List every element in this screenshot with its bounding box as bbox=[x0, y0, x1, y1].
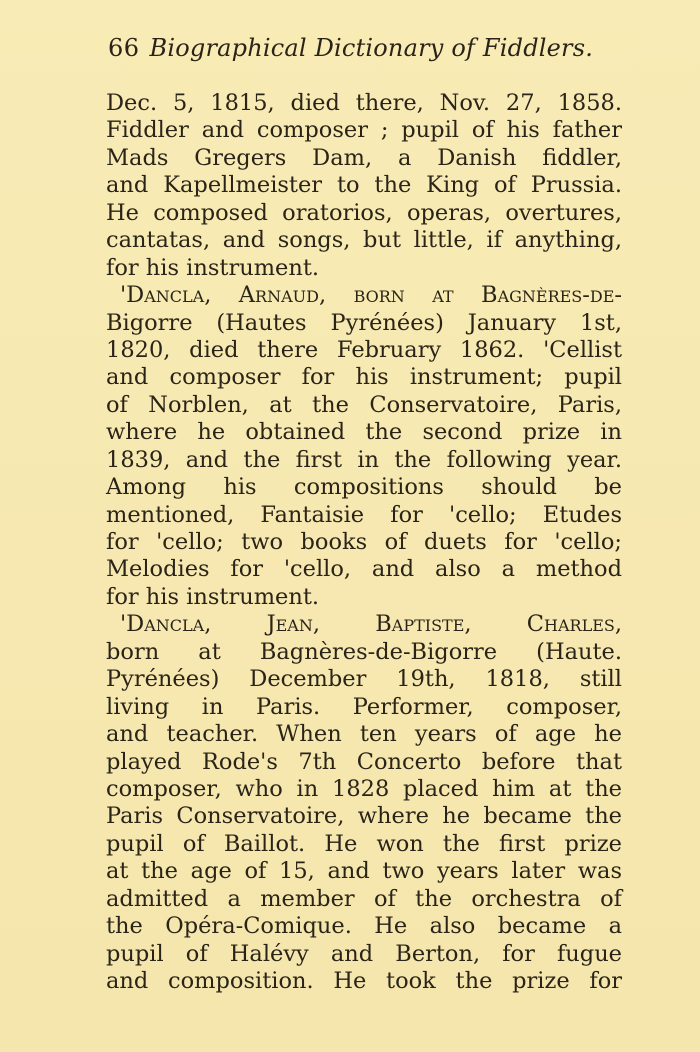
entry-heading-line: 'Dancla, Jean, Baptiste, Charles, bbox=[120, 611, 622, 638]
text-line: Mads Gregers Dam, a Danish fiddler, bbox=[106, 144, 622, 171]
text-line: pupil of Halévy and Berton, for fugue bbox=[106, 940, 622, 967]
text-line: and teacher. When ten years of age he bbox=[106, 721, 622, 748]
text-line: at the age of 15, and two years later was bbox=[106, 858, 622, 885]
text-line: He composed oratorios, operas, overtures, bbox=[106, 199, 622, 226]
running-head-title: Biographical Dictionary of Fiddlers. bbox=[149, 34, 594, 62]
text-line: for 'cello; two books of duets for 'cello; bbox=[106, 529, 622, 555]
text-line: for his instrument. bbox=[106, 254, 320, 281]
text-line: Melodies for 'cello, and also a method bbox=[106, 556, 622, 583]
text-line: Fiddler and composer ; pupil of his father bbox=[106, 117, 622, 144]
text-line: admitted a member of the orchestra of bbox=[106, 885, 622, 912]
text-line: living in Paris. Performer, composer, bbox=[106, 693, 622, 720]
text-line: of Norblen, at the Conservatoire, Paris, bbox=[106, 391, 622, 418]
text-line: where he obtained the second prize in bbox=[106, 419, 622, 446]
text-line: pupil of Baillot. He won the first prize bbox=[106, 830, 622, 857]
text-line: the Opéra-Comique. He also became a bbox=[106, 913, 622, 940]
text-line: and Kapellmeister to the King of Prussia. bbox=[106, 172, 622, 199]
text-line: and composer for his instrument; pupil bbox=[106, 364, 622, 391]
text-line: Dec. 5, 1815, died there, Nov. 27, 1858. bbox=[106, 90, 622, 116]
text-line: mentioned, Fantaisie for 'cello; Etudes bbox=[106, 501, 622, 528]
text-line: for his instrument. bbox=[106, 583, 320, 610]
body-text bbox=[106, 90, 622, 995]
page-number: 66 bbox=[108, 34, 140, 62]
text-line: Paris Conservatoire, where he became the bbox=[106, 803, 622, 830]
text-line: cantatas, and songs, but little, if anything, bbox=[106, 227, 622, 254]
text-line: Among his compositions should be bbox=[106, 474, 622, 501]
text-line: and composition. He took the prize for bbox=[106, 968, 622, 994]
text-line: played Rode's 7th Concerto before that bbox=[106, 748, 622, 775]
text-line: 1820, died there February 1862. 'Cellist bbox=[106, 336, 622, 363]
text-line: Bigorre (Hautes Pyrénées) January 1st, bbox=[106, 309, 622, 336]
text-line: composer, who in 1828 placed him at the bbox=[106, 775, 622, 802]
entry-heading-line: 'Dancla, Arnaud, born at Bagnères-de- bbox=[120, 282, 622, 309]
text-line: Pyrénées) December 19th, 1818, still bbox=[106, 666, 622, 693]
text-line: born at Bagnères-de-Bigorre (Haute. bbox=[106, 638, 622, 665]
text-line: 1839, and the first in the following year. bbox=[106, 446, 622, 473]
running-head bbox=[108, 31, 628, 65]
